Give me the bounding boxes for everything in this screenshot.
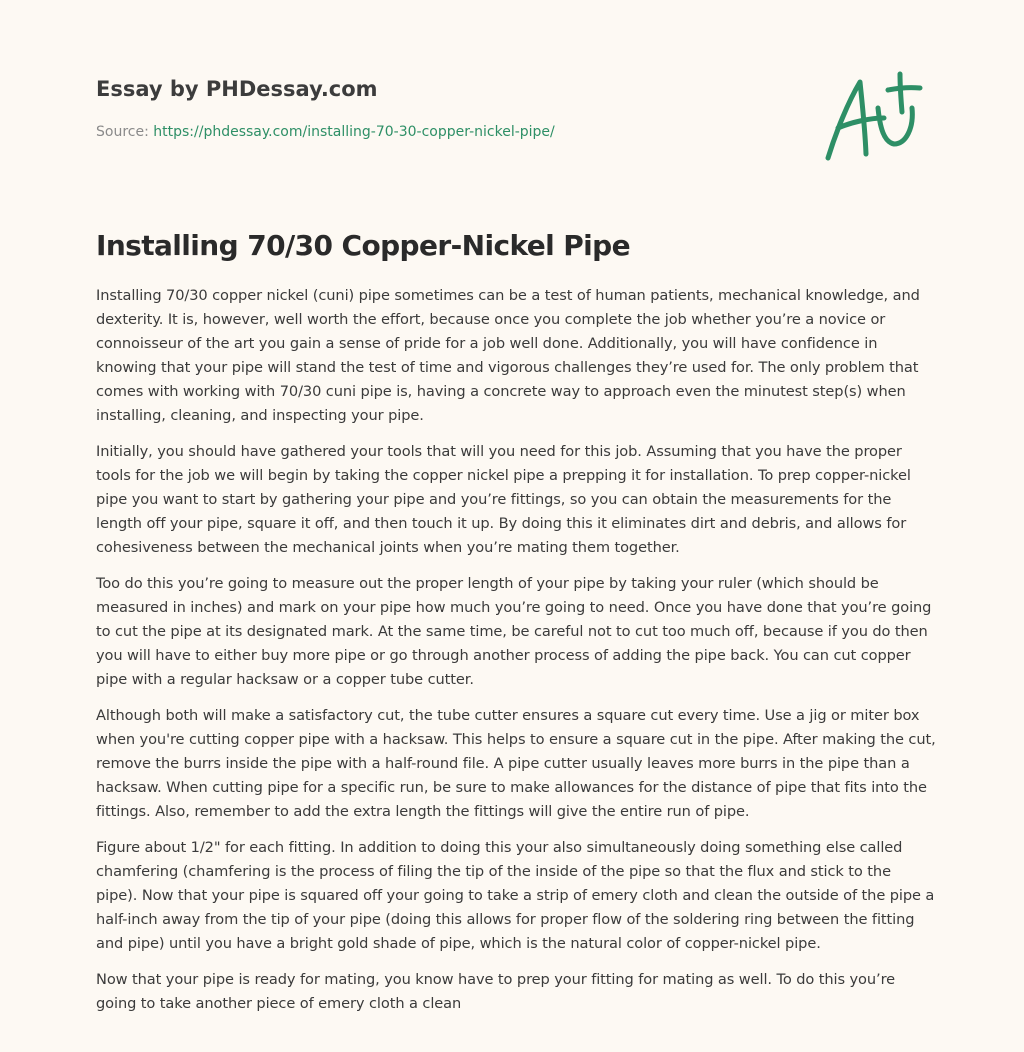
paragraph-3: Too do this you’re going to measure out the proper length of your pipe by taking your ruler (which should be measured in inches) and mark on your pipe how much you’re going to need. Once you have done that you’re going to cut the pipe at its designated mark. At the same time, be careful not to cut too much off, because if you do then you will have to either buy more pipe or go through another process of adding the pipe back. You can cut copper pipe with a regular hacksaw or a copper tube cutter. [96,575,932,688]
paragraph-2: Initially, you should have gathered your tools that will you need for this job. Assuming that you have the proper tools for the job we will begin by taking the copper nickel pipe a prepping it for installation. To prep copper-nickel pipe you want to start by gathering your pipe and you’re fittings, so you can obtain the measurements for the length off your pipe, square it off, and then touch it up. By doing this it eliminates dirt and debris, and allows for cohesiveness between the mechanical joints when you’re mating them together. [96,443,911,556]
page-header [96,0,936,200]
source-label: Source: [96,124,154,140]
site-title: Essay by PHDessay.com [96,77,378,101]
paragraph-6: Now that your pipe is ready for mating, you know have to prep your fitting for mating as well. To do this you’re going to take another piece of emery cloth a clean [96,971,896,1012]
paragraph-4: Although both will make a satisfactory cut, the tube cutter ensures a square cut every time. Use a jig or miter box when you're cutting copper pipe with a hacksaw. This helps to ensure a square cut in the pipe. After making the cut, remove the burrs inside the pipe with a half-round file. A pipe cutter usually leaves more burrs in the pipe than a hacksaw. When cutting pipe for a specific run, be sure to make allowances for the distance of pipe that fits into the fittings. Also, remember to add the extra length the fittings will give the entire run of pipe. [96,707,936,820]
article [96,222,936,1028]
paragraph-5: Figure about 1/2" for each fitting. In addition to doing this your also simultaneously doing something else called chamfering (chamfering is the process of filing the tip of the inside of the pipe so that the flux and stick to the pipe). Now that your pipe is squared off your going to take a strip of emery cloth and clean the outside of the pipe a half-inch away from the tip of your pipe (doing this allows for proper flow of the soldering ring between the fitting and pipe) until you have a bright gold shade of pipe, which is the natural color of copper-nickel pipe. [96,839,935,952]
paragraph-1: Installing 70/30 copper nickel (cuni) pipe sometimes can be a test of human patients, mechanical knowledge, and dexterity. It is, however, well worth the effort, because once you complete the job whether you’re a novice or connoisseur of the art you gain a sense of pride for a job well done. Additionally, you will have confidence in knowing that your pipe will stand the test of time and vigorous challenges they’re used for. The only problem that comes with working with 70/30 cuni pipe is, having a concrete way to approach even the minutest step(s) when installing, cleaning, and inspecting your pipe. [96,287,920,424]
source-link[interactable]: https://phdessay.com/installing-70-30-copper-nickel-pipe/ [153,124,555,140]
article-body [96,284,936,1016]
source-line [96,124,555,140]
a-plus-grade-icon [822,66,927,164]
article-title: Installing 70/30 Copper-Nickel Pipe [96,229,630,262]
